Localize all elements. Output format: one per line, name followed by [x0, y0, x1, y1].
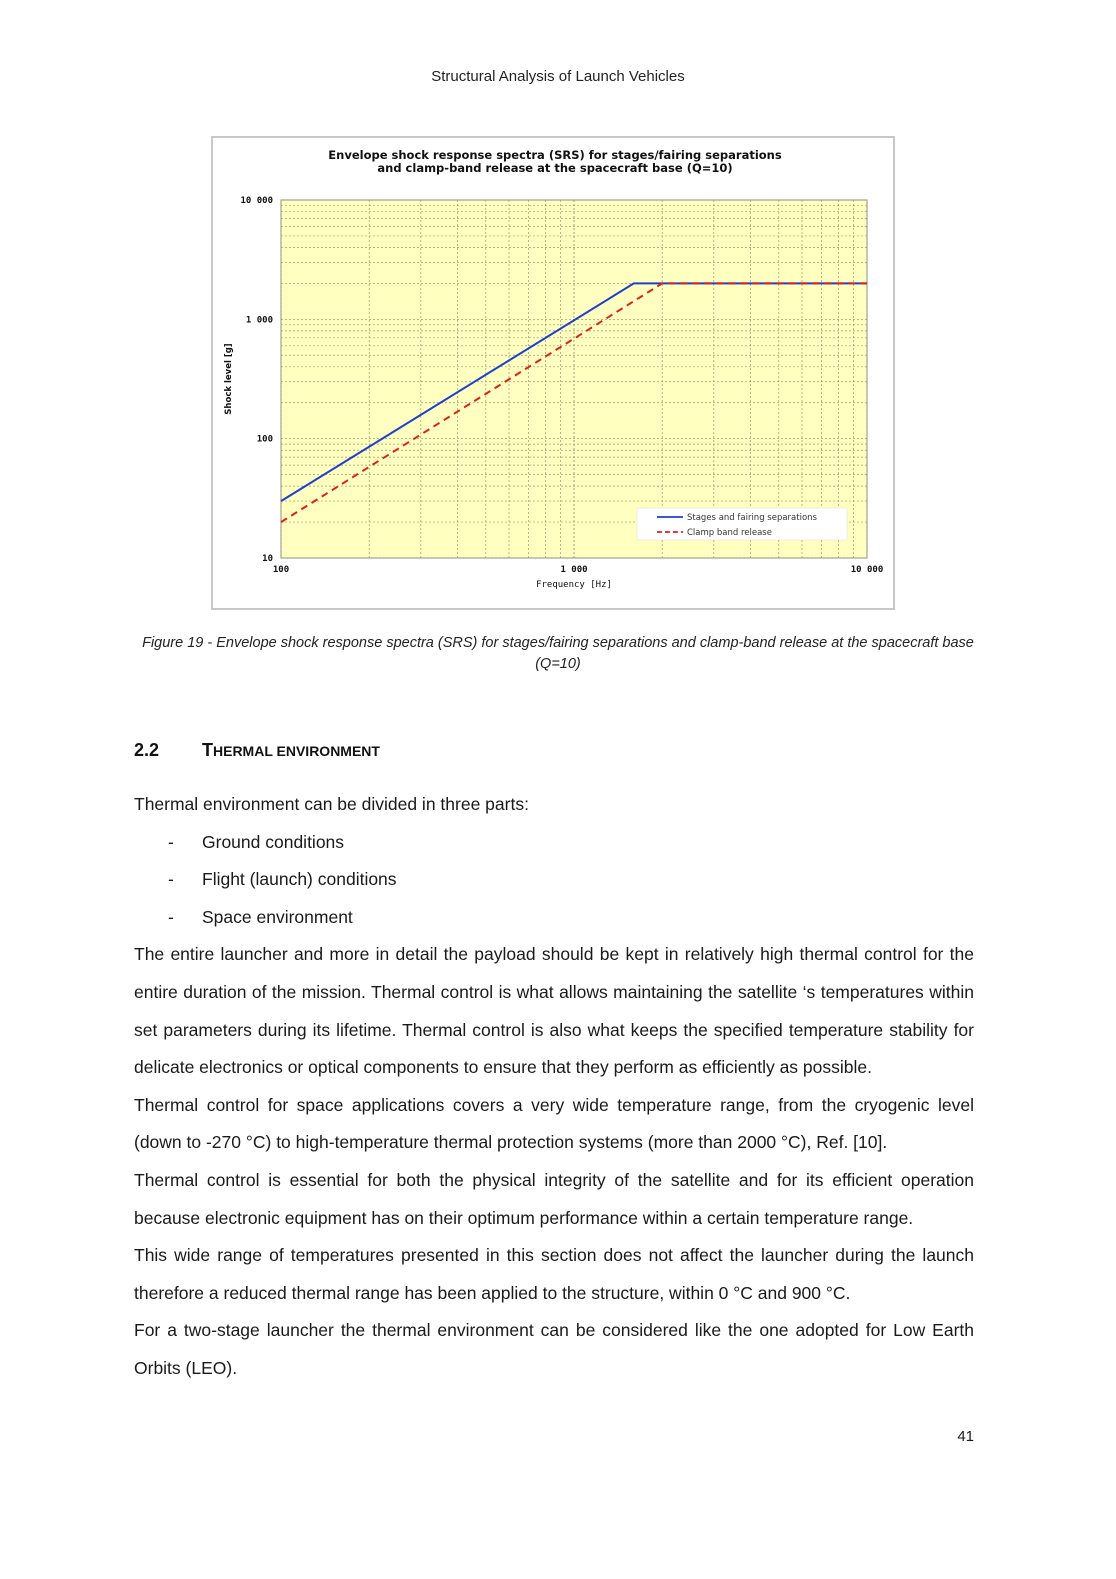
section-heading	[134, 740, 380, 761]
chart-title: Envelope shock response spectra (SRS) for stages/fairing separations	[328, 148, 782, 162]
section-title-rest: HERMAL ENVIRONMENT	[213, 743, 380, 759]
paragraph-temperature-range: Thermal control for space applications covers a very wide temperature range, from the cryogenic level (down to -270 °C) to high-temperature thermal protection systems (more than 2000 °C), Ref. [10].	[134, 1094, 974, 1153]
x-tick-label: 1 000	[560, 565, 588, 575]
list-item: - Ground conditions	[168, 831, 345, 852]
running-header: Structural Analysis of Launch Vehicles	[431, 68, 685, 85]
chart-legend	[637, 508, 847, 540]
paragraph-leo: For a two-stage launcher the thermal environment can be considered like the one adopted for Low Earth Orbits (LEO).	[134, 1320, 974, 1378]
y-tick-label: 10	[262, 554, 273, 564]
list-item-text: Space environment	[202, 906, 353, 927]
page-number: 41	[957, 1428, 974, 1445]
srs-chart-svg	[213, 138, 893, 608]
paragraph-reduced-range: This wide range of temperatures presented in this section does not affect the launcher during the launch therefore a reduced thermal range has been applied to the structure, within 0 °C and 900 °C.	[134, 1245, 974, 1303]
x-axis-label: Frequency [Hz]	[536, 580, 612, 590]
x-tick-label: 100	[272, 565, 290, 575]
paragraph-integrity: Thermal control is essential for both the physical integrity of the satellite and for its efficient operation because electronic equipment has on their optimum performance within a certain temperature range.	[134, 1169, 974, 1228]
y-tick-label: 1 000	[245, 315, 273, 326]
x-tick-label: 10 000	[850, 565, 884, 575]
chart-subtitle: and clamp-band release at the spacecraft base (Q=10)	[377, 161, 733, 175]
list-item: - Space environment	[168, 906, 353, 927]
y-tick-label: 100	[256, 434, 273, 445]
body-text	[134, 786, 974, 1388]
list-item-text: Flight (launch) conditions	[202, 869, 397, 890]
intro-paragraph: Thermal environment can be divided in three parts:	[134, 794, 529, 814]
paragraph-thermal-control: The entire launcher and more in detail the payload should be kept in relatively high thermal control for the entire duration of the mission. Thermal control is what allows maintaining the satellite ‘s temperatures within set parameters during its lifetime. Thermal control is also what keeps the specified temperature stability for delicate electronics or optical components to ensure that they perform as efficiently as possible.	[134, 944, 974, 1078]
figure-caption: Figure 19 - Envelope shock response spectra (SRS) for stages/fairing separations and clamp-band release at the spacecraft base (Q=10)	[142, 635, 974, 672]
y-tick-label: 10 000	[240, 196, 273, 206]
list-item-text: Ground conditions	[202, 831, 345, 852]
y-axis-label: Shock level [g]	[224, 343, 234, 415]
section-number: 2.2	[134, 740, 160, 760]
legend-label: Stages and fairing separations	[687, 513, 817, 523]
section-title-initial: T	[202, 740, 213, 760]
legend-label: Clamp band release	[687, 528, 772, 538]
list-item: - Flight (launch) conditions	[168, 869, 397, 890]
figure-srs-chart	[211, 136, 895, 610]
thermal-parts-list	[134, 824, 974, 937]
